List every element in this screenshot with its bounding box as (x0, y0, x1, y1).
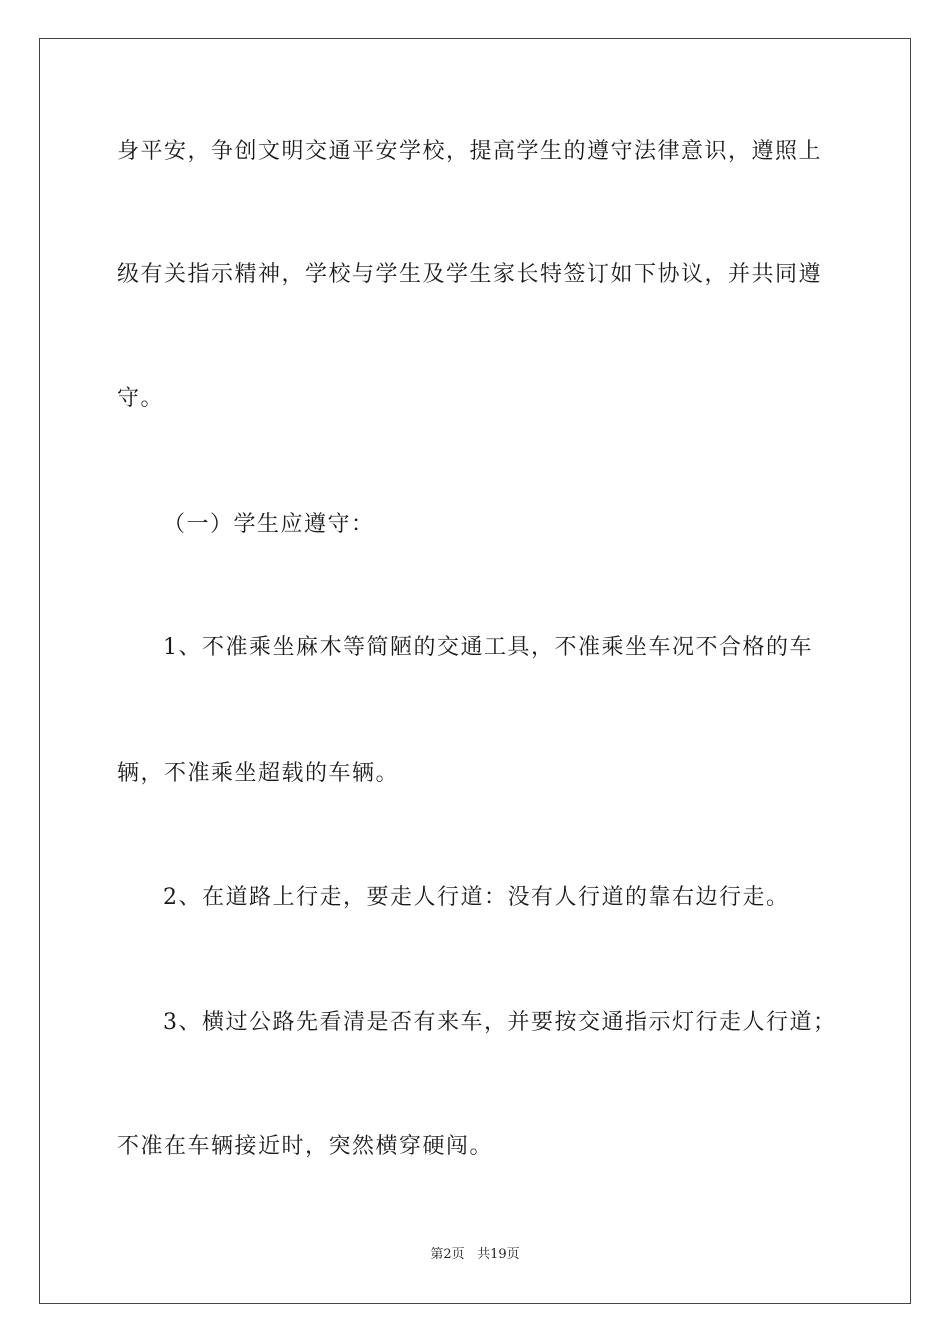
rule-2-line-1: 2、在道路上行走，要走人行道：没有人行道的靠右边行走。 (163, 885, 790, 910)
section-heading: （一）学生应遵守： (163, 512, 375, 537)
page-number: 第2页 (430, 1247, 465, 1262)
paragraph-line-3: 守。 (117, 386, 165, 411)
page-total: 共19页 (477, 1247, 520, 1262)
rule-1-line-1: 1、不准乘坐麻木等简陋的交通工具，不准乘坐车况不合格的车 (163, 635, 813, 660)
page-footer (0, 1246, 950, 1264)
page-frame (39, 38, 911, 1304)
rule-3-line-2: 不准在车辆接近时，突然横穿硬闯。 (117, 1134, 494, 1159)
paragraph-line-2: 级有关指示精神，学校与学生及学生家长特签订如下协议，并共同遵 (117, 262, 823, 287)
rule-3-line-1: 3、横过公路先看清是否有来车，并要按交通指示灯行走人行道； (163, 1010, 837, 1035)
rule-1-line-2: 辆，不准乘坐超载的车辆。 (117, 761, 400, 786)
paragraph-line-1: 身平安，争创文明交通平安学校，提高学生的遵守法律意识，遵照上 (117, 139, 823, 164)
